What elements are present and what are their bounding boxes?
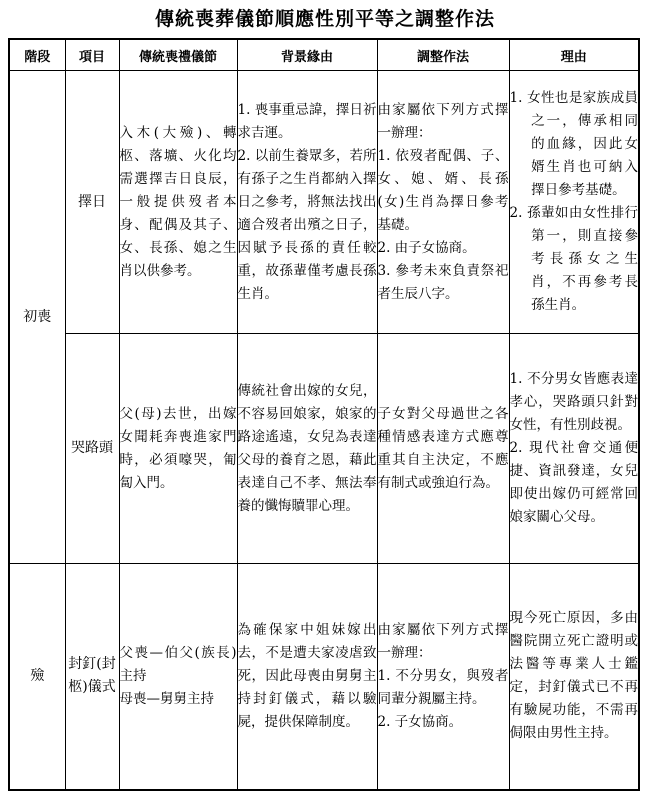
reason-line: 2. 孫輩如由女性排行第一，則直接參考長孫女之生肖，不再參考長孫生肖。 <box>509 205 638 313</box>
header-ritual: 傳統喪禮儀節 <box>119 39 237 71</box>
adjustment-cell <box>377 334 509 564</box>
header-adjustment: 調整作法 <box>377 39 509 71</box>
adjustment-cell <box>377 71 509 334</box>
reason-line: 1. 不分男女皆應表達孝心，哭路頭只針對女性，有性別歧視。 <box>509 371 638 433</box>
ritual-line: 母喪—舅舅主持 <box>119 690 214 707</box>
background-cell <box>237 334 377 564</box>
item-cell: 哭路頭 <box>65 334 119 564</box>
adjustment-line: 2. 由子女協商。 <box>377 239 476 256</box>
table-row <box>9 334 639 564</box>
table-row <box>9 71 639 334</box>
header-background: 背景緣由 <box>237 39 377 71</box>
header-reason: 理由 <box>509 39 639 71</box>
reason-line: 2. 現代社會交通便捷、資訊發達，女兒即使出嫁仍可經常回娘家關心父母。 <box>509 440 638 525</box>
adjustment-table <box>8 38 640 791</box>
background-cell <box>237 71 377 334</box>
ritual-cell: 父(母)去世，出嫁女聞耗奔喪進家門時，必須嚎哭，匍匐入門。 <box>119 334 237 564</box>
item-cell: 封釘(封柩)儀式 <box>65 564 119 790</box>
header-stage: 階段 <box>9 39 65 71</box>
adjustment-line: 1. 不分男女，與歿者同輩分親屬主持。 <box>377 667 509 707</box>
reason-cell <box>509 334 639 564</box>
adjustment-line: 1. 依歿者配偶、子、女、媳、婿、長孫(女)生肖為擇日參考基礎。 <box>377 147 509 233</box>
adjustment-line: 2. 子女協商。 <box>377 713 463 730</box>
background-line: 為確保家中姐妹嫁出去，不是遭夫家凌虐致死，因此母喪由舅舅主持封釘儀式，藉以驗屍，提供保障制度。 <box>237 621 377 730</box>
reason-line: 1. 女性也是家族成員之一，傳承相同的血緣，因此女婿生肖也可納入擇日參考基礎。 <box>509 90 638 198</box>
background-line: 1. 喪事重忌諱，擇日祈求吉運。 <box>237 101 377 141</box>
adjustment-cell <box>377 564 509 790</box>
reason-line: 現今死亡原因，多由醫院開立死亡證明或法醫等專業人士鑑定，封釘儀式已不再有驗屍功能，不需再侷限由男性主持。 <box>509 610 638 742</box>
ritual-cell: 入木(大殮)、轉柩、落壙、火化均需選擇吉日良辰，一般提供歿者本身、配偶及其子、女、長孫、媳之生肖以供參考。 <box>119 71 237 334</box>
stage-cell: 初喪 <box>9 71 65 564</box>
item-cell: 擇日 <box>65 71 119 334</box>
adjustment-line: 子女對父母過世之各種情感表達方式應尊重其自主決定，不應有制式或強迫行為。 <box>377 405 509 491</box>
adjustment-line: 由家屬依下列方式擇一辦理： <box>377 101 509 141</box>
reason-cell <box>509 71 639 334</box>
ritual-line: 父喪—伯父(族長)主持 <box>119 644 237 684</box>
background-line: 傳統社會出嫁的女兒，不容易回娘家，娘家的路途遙遠，女兒為表達父母的養育之恩，藉此表達自己不孝、無法奉養的懺悔贖罪心理。 <box>237 382 377 514</box>
adjustment-line: 3. 參考未來負責祭祀者生辰八字。 <box>377 262 509 302</box>
ritual-cell <box>119 564 237 790</box>
header-item: 項目 <box>65 39 119 71</box>
header-row <box>9 39 639 71</box>
table-row <box>9 564 639 790</box>
background-line: 2. 以前生養眾多，若所有孫子之生肖都納入擇日之參考，將無法找出適合歿者出殯之日子，因賦予長孫的責任較重，故孫輩僅考慮長孫生肖。 <box>237 147 377 302</box>
reason-cell <box>509 564 639 790</box>
document-title: 傳統喪葬儀節順應性別平等之調整作法 <box>154 8 495 30</box>
background-cell <box>237 564 377 790</box>
stage-cell: 殮 <box>9 564 65 790</box>
adjustment-line: 由家屬依下列方式擇一辦理： <box>377 621 509 661</box>
